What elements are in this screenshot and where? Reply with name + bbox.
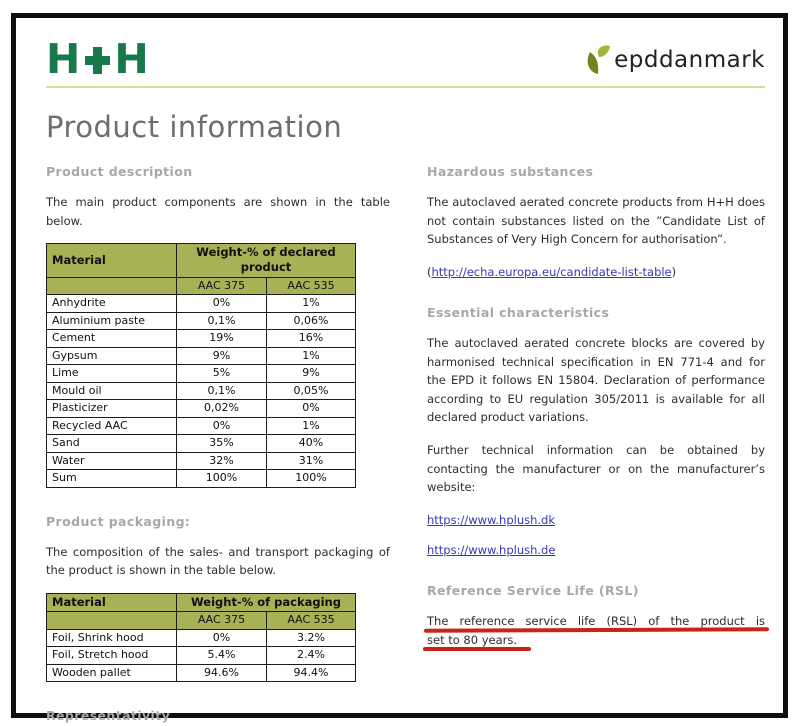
hplush-de-link-line — [427, 543, 765, 557]
cell-value: 0,1% — [177, 382, 267, 400]
column-header-material: Material — [47, 244, 177, 277]
cell-value: 31% — [267, 452, 356, 470]
section-heading-rsl: Reference Service Life (RSL) — [427, 582, 639, 598]
cell-value: 9% — [177, 347, 267, 365]
epddanmark-logo-text: epddanmark — [614, 47, 765, 73]
rsl-line-1-red-underlined: The reference service life (RSL) of the product is — [427, 612, 765, 631]
cell-value: 19% — [177, 330, 267, 348]
section-heading-representativity: Representativity — [46, 708, 171, 724]
table-row — [47, 382, 356, 400]
column-header-empty — [47, 612, 177, 630]
section-heading-product-description: Product description — [46, 164, 193, 179]
cell-material: Sum — [47, 470, 177, 488]
paragraph: Further technical information can be obtained by contacting the manufacturer or on the manufacturer’s website: — [427, 443, 765, 495]
cell-material: Foil, Stretch hood — [47, 647, 177, 665]
cell-material: Cement — [47, 330, 177, 348]
table-row — [47, 400, 356, 418]
column-header-aac375: AAC 375 — [177, 277, 267, 295]
column-header-material: Material — [47, 594, 177, 612]
column-header-group: Weight-% of declared product — [177, 244, 356, 277]
cell-value: 94.4% — [267, 664, 356, 682]
materials-table — [46, 243, 356, 488]
table-row — [47, 647, 356, 665]
cell-value: 100% — [267, 470, 356, 488]
cell-material: Water — [47, 452, 177, 470]
table-row — [47, 664, 356, 682]
hplush-de-link[interactable]: https://www.hplush.de — [427, 542, 556, 557]
cell-value: 100% — [177, 470, 267, 488]
cell-value: 35% — [177, 435, 267, 453]
hplush-dk-link[interactable]: https://www.hplush.dk — [427, 512, 556, 527]
column-header-aac535: AAC 535 — [267, 612, 356, 630]
table-row — [47, 347, 356, 365]
column-header-aac535: AAC 535 — [267, 277, 356, 295]
table-row — [47, 435, 356, 453]
section-heading-product-packaging: Product packaging: — [46, 513, 191, 529]
cell-material: Anhydrite — [47, 295, 177, 313]
table-row — [47, 365, 356, 383]
packaging-table — [46, 593, 356, 682]
cell-material: Plasticizer — [47, 400, 177, 418]
table-row — [47, 452, 356, 470]
hh-logo-letter: H — [46, 35, 82, 83]
cell-value: 0,1% — [177, 312, 267, 330]
table-row — [47, 295, 356, 313]
link-paren-close: ) — [671, 264, 677, 279]
cell-value: 2.4% — [267, 647, 356, 665]
cell-value: 1% — [267, 417, 356, 435]
cell-value: 3.2% — [267, 629, 356, 647]
cell-material: Recycled AAC — [47, 417, 177, 435]
page-title: Product information — [46, 110, 343, 144]
document-page — [11, 13, 788, 724]
right-column — [427, 156, 765, 723]
table-row — [47, 330, 356, 348]
left-column — [46, 156, 390, 723]
paragraph: The autoclaved aerated concrete products from H+H does not contain substances listed on the ”Candidate List of Substances of Very High Concern for authorisation”. — [427, 195, 765, 247]
paragraph: The main product components are shown in the table below. — [46, 195, 390, 228]
plus-icon — [85, 47, 110, 74]
section-heading-essential-characteristics: Essential characteristics — [427, 304, 610, 320]
cell-value: 40% — [267, 435, 356, 453]
section-heading-hazardous-substances: Hazardous substances — [427, 164, 594, 179]
cell-value: 16% — [267, 330, 356, 348]
column-header-empty — [47, 277, 177, 295]
hplush-dk-link-line — [427, 513, 765, 527]
cell-material: Gypsum — [47, 347, 177, 365]
cell-value: 1% — [267, 295, 356, 313]
cell-value: 5% — [177, 365, 267, 383]
cell-value: 0% — [267, 400, 356, 418]
cell-material: Mould oil — [47, 382, 177, 400]
cell-value: 5.4% — [177, 647, 267, 665]
cell-value: 32% — [177, 452, 267, 470]
cell-value: 0% — [177, 417, 267, 435]
cell-value: 1% — [267, 347, 356, 365]
echa-candidate-list-link[interactable]: http://echa.europa.eu/candidate-list-table — [431, 264, 672, 279]
header — [46, 35, 765, 83]
hh-logo — [46, 35, 150, 83]
leaf-icon — [584, 44, 612, 76]
cell-material: Sand — [47, 435, 177, 453]
cell-material: Foil, Shrink hood — [47, 629, 177, 647]
cell-value: 0% — [177, 295, 267, 313]
echa-link-line — [427, 265, 765, 279]
header-divider — [46, 86, 765, 88]
table-row — [47, 629, 356, 647]
cell-value: 0% — [177, 629, 267, 647]
table-row — [47, 470, 356, 488]
cell-value: 9% — [267, 365, 356, 383]
rsl-line-2-red-underlined: set to 80 years. — [427, 631, 517, 650]
paragraph: The composition of the sales- and transport packaging of the product is shown in the table below. — [46, 544, 390, 578]
table-row — [47, 417, 356, 435]
hh-logo-letter: H — [114, 35, 150, 83]
cell-material: Lime — [47, 365, 177, 383]
column-header-aac375: AAC 375 — [177, 612, 267, 630]
table-row — [47, 312, 356, 330]
cell-material: Wooden pallet — [47, 664, 177, 682]
two-column-layout — [46, 156, 765, 723]
cell-value: 0,05% — [267, 382, 356, 400]
epddanmark-logo — [584, 44, 765, 76]
link-paren-open: ( — [427, 264, 432, 279]
cell-value: 94.6% — [177, 664, 267, 682]
rsl-statement — [427, 612, 765, 649]
cell-value: 0,06% — [267, 312, 356, 330]
cell-material: Aluminium paste — [47, 312, 177, 330]
cell-value: 0,02% — [177, 400, 267, 418]
column-header-group: Weight-% of packaging — [177, 594, 356, 612]
paragraph: The autoclaved aerated concrete blocks are covered by harmonised technical specification in EN 771-4 and for the EPD it follows EN 15804. Declaration of performance according to EU regulation 305/2011 is available for all declared product variations. — [427, 335, 765, 425]
